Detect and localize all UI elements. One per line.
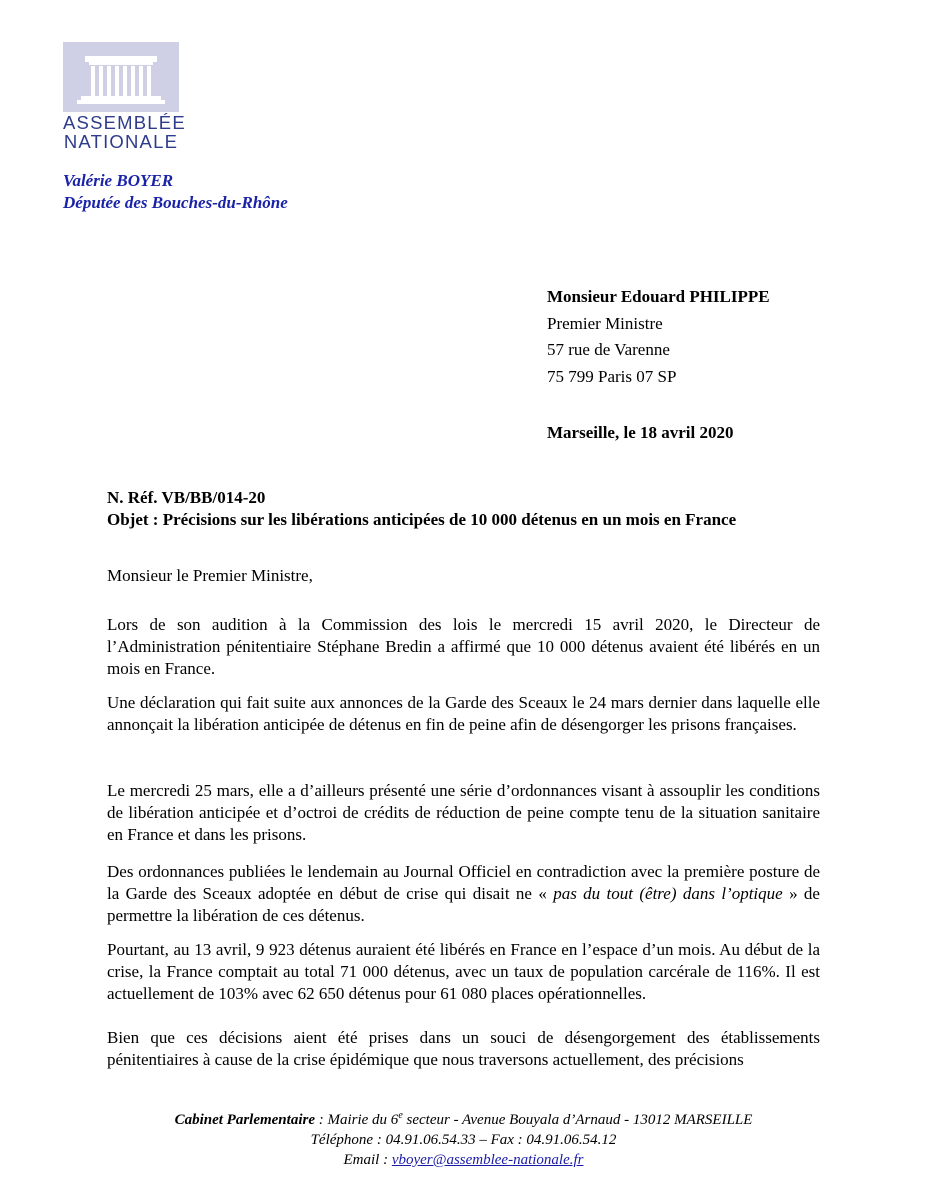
paragraph-4-after: » de permettre la libération de ces détenus.: [107, 884, 820, 925]
subject-line: Objet : Précisions sur les libérations anticipées de 10 000 détenus en un mois en France: [107, 510, 737, 529]
paragraph-6: Bien que ces décisions aient été prises dans un souci de désengorgement des établissements pénitentiaires à cause de la crise épidémique que nous traversons actuellement, des précisions: [107, 1028, 820, 1069]
recipient-street: 57 rue de Varenne: [547, 340, 670, 359]
footer: [0, 1106, 927, 1170]
footer-address: [0, 1106, 927, 1130]
building-icon: [63, 42, 179, 112]
footer-address-sup: e: [398, 1110, 403, 1121]
reference-number: N. Réf. VB/BB/014-20: [107, 488, 266, 507]
footer-address-post: secteur - Avenue Bouyala d’Arnaud - 13012 MARSEILLE: [402, 1112, 753, 1128]
paragraph-4-before: Des ordonnances publiées le lendemain au Journal Officiel en contradiction avec la première posture de la Garde des Sceaux adoptée en début de crise qui disait ne «: [107, 862, 820, 903]
paragraph-3: Le mercredi 25 mars, elle a d’ailleurs présenté une série d’ordonnances visant à assouplir les conditions de libération anticipée et d’octroi de crédits de réduction de peine compte tenu de la situation sanitaire en France et dans les prisons.: [107, 781, 820, 844]
recipient-block: [547, 284, 770, 390]
paragraph-4: [107, 861, 820, 927]
logo-building-emblem: [63, 42, 179, 112]
sender-title: Députée des Bouches-du-Rhône: [63, 193, 288, 212]
reference-block: [107, 487, 736, 531]
footer-email-label: Email :: [343, 1152, 392, 1168]
sender-block: [63, 170, 288, 214]
footer-phone: Téléphone : 04.91.06.54.33 – Fax : 04.91.06.54.12: [310, 1132, 617, 1148]
footer-email-link[interactable]: vboyer@assemblee-nationale.fr: [391, 1152, 584, 1168]
footer-address-pre: : Mairie du 6: [314, 1112, 399, 1128]
sender-name: Valérie BOYER: [63, 171, 174, 190]
paragraph-2: Une déclaration qui fait suite aux annonces de la Garde des Sceaux le 24 mars dernier dans laquelle elle annonçait la libération anticipée de détenus en fin de peine afin de désengorger les prisons françaises.: [107, 693, 820, 734]
paragraph-4-quote: pas du tout (être) dans l’optique: [553, 884, 783, 903]
salutation: Monsieur le Premier Ministre,: [107, 566, 313, 585]
assemblee-nationale-logo: [63, 42, 186, 152]
paragraph-5: Pourtant, au 13 avril, 9 923 détenus auraient été libérés en France en l’espace d’un mois. Au début de la crise, la France comptait au total 71 000 détenus, avec un taux de population carcérale de 116%. Il est actuellement de 103% avec 62 650 détenus pour 61 080 places opérationnelles.: [107, 940, 820, 1003]
logo-text-line2: NATIONALE: [63, 131, 179, 152]
recipient-city: 75 799 Paris 07 SP: [547, 366, 677, 386]
logo-text-line1: ASSEMBLÉE: [63, 112, 186, 133]
footer-office-label: Cabinet Parlementaire: [174, 1112, 315, 1128]
recipient-role: Premier Ministre: [547, 313, 663, 333]
recipient-name: Monsieur Edouard PHILIPPE: [547, 287, 770, 306]
letter-date: Marseille, le 18 avril 2020: [547, 423, 734, 442]
paragraph-1: Lors de son audition à la Commission des lois le mercredi 15 avril 2020, le Directeur de l’Administration pénitentiaire Stéphane Bredin a affirmé que 10 000 détenus avaient été libérés en un mois en France.: [107, 615, 820, 678]
footer-email-line: [0, 1150, 927, 1170]
